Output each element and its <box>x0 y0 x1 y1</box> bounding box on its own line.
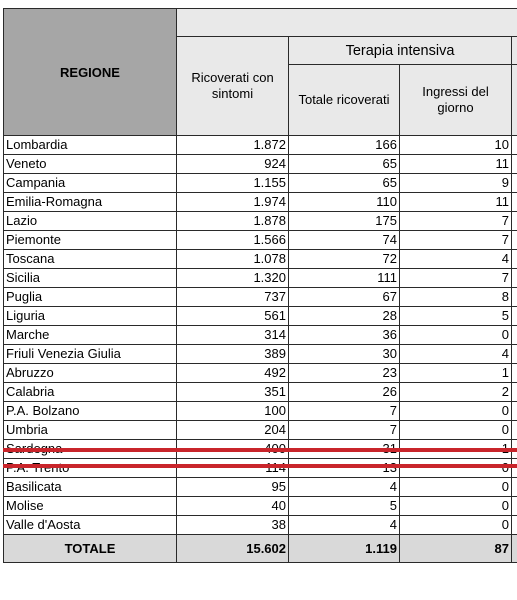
icu-new-header-line1: Ingressi del <box>422 84 489 99</box>
icu-total-cell: 72 <box>289 250 400 269</box>
hospitalized-column-header <box>177 37 289 136</box>
hospitalized-cell: 95 <box>177 478 289 497</box>
hospitalized-cell: 100 <box>177 402 289 421</box>
top-header-band <box>177 9 517 37</box>
icu-new-cell: 8 <box>400 288 512 307</box>
icu-new-cell: 2 <box>400 383 512 402</box>
table-row <box>4 478 517 497</box>
icu-new-cell: 7 <box>400 231 512 250</box>
region-cell: Campania <box>4 174 177 193</box>
extra-cell <box>512 516 517 535</box>
extra-cell <box>512 497 517 516</box>
extra-cell <box>512 440 517 459</box>
icu-new-cell: 0 <box>400 402 512 421</box>
icu-new-cell: 11 <box>400 193 512 212</box>
hospitalized-cell: 924 <box>177 155 289 174</box>
table-row <box>4 155 517 174</box>
icu-new-cell: 1 <box>400 364 512 383</box>
table-row <box>4 364 517 383</box>
table-row <box>4 440 517 459</box>
table-row <box>4 421 517 440</box>
table-row <box>4 174 517 193</box>
icu-total-cell: 36 <box>289 326 400 345</box>
region-cell: P.A. Trento <box>4 459 177 478</box>
hospitalized-header-line1: Ricoverati con <box>191 70 274 85</box>
region-cell: Sardegna <box>4 440 177 459</box>
table-row <box>4 345 517 364</box>
region-cell: Lombardia <box>4 136 177 155</box>
region-cell: Sicilia <box>4 269 177 288</box>
icu-new-cell: 0 <box>400 516 512 535</box>
total-row <box>4 535 517 563</box>
hospitalized-cell: 1.078 <box>177 250 289 269</box>
icu-total-cell: 5 <box>289 497 400 516</box>
icu-total-cell: 7 <box>289 402 400 421</box>
icu-total-cell: 7 <box>289 421 400 440</box>
icu-new-cell: 4 <box>400 345 512 364</box>
hospitalized-header-line2: sintomi <box>211 86 254 101</box>
icu-total-cell: 111 <box>289 269 400 288</box>
extra-cell <box>512 288 517 307</box>
hospitalized-cell: 204 <box>177 421 289 440</box>
hospitalized-cell: 400 <box>177 440 289 459</box>
icu-total-cell: 30 <box>289 345 400 364</box>
table-row <box>4 288 517 307</box>
icu-total-cell: 31 <box>289 440 400 459</box>
hospitalized-cell: 492 <box>177 364 289 383</box>
icu-total-cell: 13 <box>289 459 400 478</box>
icu-new-cell: 0 <box>400 326 512 345</box>
table-row <box>4 307 517 326</box>
extra-cell <box>512 383 517 402</box>
region-cell: Abruzzo <box>4 364 177 383</box>
icu-new-cell: 1 <box>400 440 512 459</box>
total-hospitalized-cell: 15.602 <box>177 535 289 563</box>
region-cell: Umbria <box>4 421 177 440</box>
hospitalized-cell: 38 <box>177 516 289 535</box>
extra-cell <box>512 250 517 269</box>
icu-total-cell: 175 <box>289 212 400 231</box>
hospitalized-cell: 314 <box>177 326 289 345</box>
extra-cell <box>512 155 517 174</box>
extra-cell <box>512 402 517 421</box>
extra-cell <box>512 345 517 364</box>
extra-cell <box>512 326 517 345</box>
table-row <box>4 269 517 288</box>
icu-new-cell: 0 <box>400 478 512 497</box>
extra-cell <box>512 231 517 250</box>
hospitalized-cell: 1.878 <box>177 212 289 231</box>
icu-new-column-header <box>400 65 512 136</box>
icu-group-header: Terapia intensiva <box>289 37 512 65</box>
extra-cell <box>512 307 517 326</box>
region-cell: Valle d'Aosta <box>4 516 177 535</box>
region-cell: Veneto <box>4 155 177 174</box>
table-row <box>4 516 517 535</box>
icu-new-header-line2: giorno <box>437 100 474 115</box>
icu-new-cell: 0 <box>400 497 512 516</box>
regional-data-table <box>3 8 517 563</box>
icu-new-cell: 11 <box>400 155 512 174</box>
hospitalized-cell: 561 <box>177 307 289 326</box>
table-row <box>4 212 517 231</box>
icu-total-cell: 4 <box>289 478 400 497</box>
icu-total-cell: 26 <box>289 383 400 402</box>
icu-new-cell: 7 <box>400 269 512 288</box>
table-row <box>4 383 517 402</box>
extra-cell <box>512 364 517 383</box>
hospitalized-cell: 1.566 <box>177 231 289 250</box>
extra-cell <box>512 269 517 288</box>
total-icu-new-cell: 87 <box>400 535 512 563</box>
covid-region-table-sheet <box>3 8 517 563</box>
hospitalized-cell: 114 <box>177 459 289 478</box>
table-body <box>4 136 517 563</box>
total-extra-cell <box>512 535 517 563</box>
extra-cell <box>512 421 517 440</box>
icu-new-cell: 7 <box>400 212 512 231</box>
total-icu-total-cell: 1.119 <box>289 535 400 563</box>
region-cell: Molise <box>4 497 177 516</box>
table-row <box>4 250 517 269</box>
region-cell: Basilicata <box>4 478 177 497</box>
total-label-cell: TOTALE <box>4 535 177 563</box>
icu-total-header-text: Totale ricoverati <box>298 92 390 107</box>
extra-cell <box>512 459 517 478</box>
table-row <box>4 402 517 421</box>
table-row <box>4 459 517 478</box>
region-cell: Lazio <box>4 212 177 231</box>
icu-new-cell: 5 <box>400 307 512 326</box>
extra-group-header <box>512 37 517 65</box>
icu-total-column-header <box>289 65 400 136</box>
region-column-header: REGIONE <box>4 9 177 136</box>
hospitalized-cell: 1.320 <box>177 269 289 288</box>
extra-cell <box>512 212 517 231</box>
extra-cell <box>512 136 517 155</box>
extra-cell <box>512 193 517 212</box>
hospitalized-cell: 351 <box>177 383 289 402</box>
region-cell: Calabria <box>4 383 177 402</box>
table-row <box>4 136 517 155</box>
icu-total-cell: 65 <box>289 174 400 193</box>
extra-cell <box>512 478 517 497</box>
table-row <box>4 193 517 212</box>
extra-column-header <box>512 65 517 136</box>
hospitalized-cell: 389 <box>177 345 289 364</box>
region-cell: Friuli Venezia Giulia <box>4 345 177 364</box>
region-cell: Emilia-Romagna <box>4 193 177 212</box>
icu-total-cell: 110 <box>289 193 400 212</box>
icu-total-cell: 166 <box>289 136 400 155</box>
icu-new-cell: 9 <box>400 174 512 193</box>
icu-new-cell: 4 <box>400 250 512 269</box>
hospitalized-cell: 737 <box>177 288 289 307</box>
hospitalized-cell: 1.974 <box>177 193 289 212</box>
icu-total-cell: 4 <box>289 516 400 535</box>
region-cell: Toscana <box>4 250 177 269</box>
icu-total-cell: 28 <box>289 307 400 326</box>
region-cell: Piemonte <box>4 231 177 250</box>
icu-total-cell: 65 <box>289 155 400 174</box>
icu-new-cell: 0 <box>400 421 512 440</box>
icu-new-cell: 0 <box>400 459 512 478</box>
table-row <box>4 326 517 345</box>
extra-cell <box>512 174 517 193</box>
table-header <box>4 9 517 136</box>
hospitalized-cell: 40 <box>177 497 289 516</box>
table-row <box>4 497 517 516</box>
icu-new-cell: 10 <box>400 136 512 155</box>
region-cell: Liguria <box>4 307 177 326</box>
hospitalized-cell: 1.872 <box>177 136 289 155</box>
icu-total-cell: 67 <box>289 288 400 307</box>
icu-total-cell: 23 <box>289 364 400 383</box>
region-cell: P.A. Bolzano <box>4 402 177 421</box>
region-cell: Marche <box>4 326 177 345</box>
icu-total-cell: 74 <box>289 231 400 250</box>
table-row <box>4 231 517 250</box>
hospitalized-cell: 1.155 <box>177 174 289 193</box>
region-cell: Puglia <box>4 288 177 307</box>
